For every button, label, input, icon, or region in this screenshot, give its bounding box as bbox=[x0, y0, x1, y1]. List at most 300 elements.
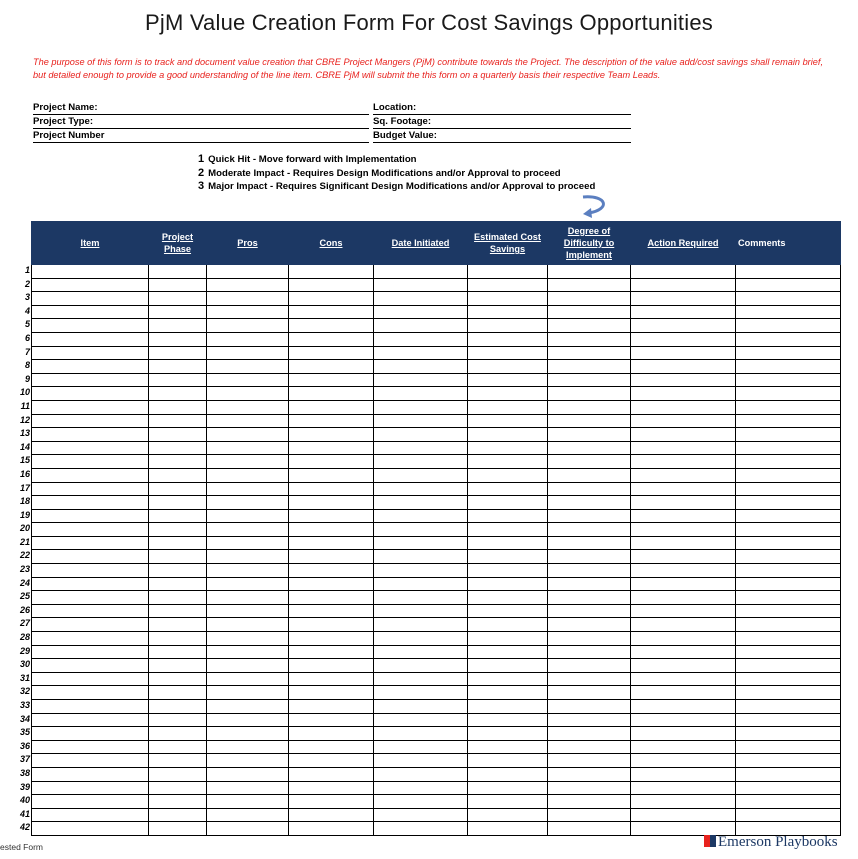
table-cell[interactable] bbox=[548, 468, 631, 482]
table-cell[interactable] bbox=[631, 428, 736, 442]
table-cell[interactable] bbox=[207, 292, 289, 306]
table-cell[interactable] bbox=[149, 604, 207, 618]
table-cell[interactable] bbox=[32, 822, 149, 836]
table-cell[interactable] bbox=[468, 536, 548, 550]
table-cell[interactable] bbox=[32, 645, 149, 659]
table-cell[interactable] bbox=[149, 659, 207, 673]
table-cell[interactable] bbox=[289, 672, 374, 686]
table-cell[interactable] bbox=[207, 346, 289, 360]
table-cell[interactable] bbox=[548, 618, 631, 632]
table-cell[interactable] bbox=[374, 591, 468, 605]
table-cell[interactable] bbox=[149, 672, 207, 686]
table-cell[interactable] bbox=[374, 509, 468, 523]
table-cell[interactable] bbox=[468, 700, 548, 714]
table-cell[interactable] bbox=[149, 523, 207, 537]
table-cell[interactable] bbox=[468, 632, 548, 646]
table-cell[interactable] bbox=[207, 781, 289, 795]
column-action-required[interactable]: Action Required bbox=[631, 222, 736, 265]
table-cell[interactable] bbox=[548, 536, 631, 550]
table-cell[interactable] bbox=[548, 414, 631, 428]
table-cell[interactable] bbox=[32, 604, 149, 618]
table-cell[interactable] bbox=[468, 795, 548, 809]
table-cell[interactable] bbox=[207, 278, 289, 292]
table-cell[interactable] bbox=[468, 713, 548, 727]
table-cell[interactable] bbox=[631, 740, 736, 754]
table-cell[interactable] bbox=[548, 591, 631, 605]
table-cell[interactable] bbox=[32, 509, 149, 523]
table-cell[interactable] bbox=[207, 482, 289, 496]
table-cell[interactable] bbox=[468, 686, 548, 700]
table-cell[interactable] bbox=[289, 808, 374, 822]
table-cell[interactable] bbox=[374, 618, 468, 632]
table-cell[interactable] bbox=[289, 346, 374, 360]
table-cell[interactable] bbox=[548, 577, 631, 591]
table-cell[interactable] bbox=[289, 305, 374, 319]
column-pros[interactable]: Pros bbox=[207, 222, 289, 265]
table-cell[interactable] bbox=[468, 305, 548, 319]
table-cell[interactable] bbox=[374, 713, 468, 727]
column-degree-of-difficulty[interactable]: Degree of Difficulty to Implement bbox=[548, 222, 631, 265]
table-cell[interactable] bbox=[468, 645, 548, 659]
table-cell[interactable] bbox=[631, 604, 736, 618]
table-cell[interactable] bbox=[631, 550, 736, 564]
table-cell[interactable] bbox=[736, 400, 841, 414]
table-cell[interactable] bbox=[468, 659, 548, 673]
table-cell[interactable] bbox=[468, 564, 548, 578]
table-cell[interactable] bbox=[289, 387, 374, 401]
table-cell[interactable] bbox=[149, 455, 207, 469]
table-cell[interactable] bbox=[374, 319, 468, 333]
table-cell[interactable] bbox=[468, 346, 548, 360]
table-cell[interactable] bbox=[149, 319, 207, 333]
table-cell[interactable] bbox=[289, 292, 374, 306]
table-cell[interactable] bbox=[374, 468, 468, 482]
table-cell[interactable] bbox=[32, 265, 149, 279]
table-cell[interactable] bbox=[207, 686, 289, 700]
table-cell[interactable] bbox=[289, 455, 374, 469]
table-cell[interactable] bbox=[736, 672, 841, 686]
table-cell[interactable] bbox=[207, 360, 289, 374]
table-cell[interactable] bbox=[149, 727, 207, 741]
table-cell[interactable] bbox=[149, 373, 207, 387]
column-cons[interactable]: Cons bbox=[289, 222, 374, 265]
table-cell[interactable] bbox=[289, 781, 374, 795]
table-cell[interactable] bbox=[289, 278, 374, 292]
table-cell[interactable] bbox=[631, 781, 736, 795]
table-cell[interactable] bbox=[289, 428, 374, 442]
table-cell[interactable] bbox=[548, 319, 631, 333]
table-cell[interactable] bbox=[548, 754, 631, 768]
table-cell[interactable] bbox=[289, 373, 374, 387]
table-cell[interactable] bbox=[149, 618, 207, 632]
table-cell[interactable] bbox=[468, 278, 548, 292]
table-cell[interactable] bbox=[468, 523, 548, 537]
table-cell[interactable] bbox=[548, 564, 631, 578]
table-cell[interactable] bbox=[149, 795, 207, 809]
table-cell[interactable] bbox=[32, 428, 149, 442]
table-cell[interactable] bbox=[149, 577, 207, 591]
table-cell[interactable] bbox=[289, 591, 374, 605]
table-cell[interactable] bbox=[736, 618, 841, 632]
table-cell[interactable] bbox=[374, 686, 468, 700]
table-cell[interactable] bbox=[149, 564, 207, 578]
table-cell[interactable] bbox=[32, 632, 149, 646]
table-cell[interactable] bbox=[468, 428, 548, 442]
table-cell[interactable] bbox=[289, 645, 374, 659]
table-cell[interactable] bbox=[548, 659, 631, 673]
table-cell[interactable] bbox=[631, 400, 736, 414]
table-cell[interactable] bbox=[207, 822, 289, 836]
table-cell[interactable] bbox=[631, 305, 736, 319]
table-cell[interactable] bbox=[468, 577, 548, 591]
table-cell[interactable] bbox=[468, 767, 548, 781]
table-cell[interactable] bbox=[149, 360, 207, 374]
table-cell[interactable] bbox=[207, 373, 289, 387]
table-cell[interactable] bbox=[631, 278, 736, 292]
table-cell[interactable] bbox=[736, 455, 841, 469]
table-cell[interactable] bbox=[289, 468, 374, 482]
table-cell[interactable] bbox=[149, 713, 207, 727]
table-cell[interactable] bbox=[548, 278, 631, 292]
table-cell[interactable] bbox=[468, 727, 548, 741]
table-cell[interactable] bbox=[631, 346, 736, 360]
table-cell[interactable] bbox=[374, 414, 468, 428]
table-cell[interactable] bbox=[468, 740, 548, 754]
table-cell[interactable] bbox=[374, 265, 468, 279]
table-cell[interactable] bbox=[32, 441, 149, 455]
table-cell[interactable] bbox=[207, 604, 289, 618]
table-cell[interactable] bbox=[736, 754, 841, 768]
table-cell[interactable] bbox=[631, 686, 736, 700]
table-cell[interactable] bbox=[736, 523, 841, 537]
table-cell[interactable] bbox=[374, 577, 468, 591]
table-cell[interactable] bbox=[631, 672, 736, 686]
table-cell[interactable] bbox=[548, 400, 631, 414]
table-cell[interactable] bbox=[32, 468, 149, 482]
table-cell[interactable] bbox=[736, 577, 841, 591]
table-cell[interactable] bbox=[736, 468, 841, 482]
table-cell[interactable] bbox=[468, 591, 548, 605]
table-cell[interactable] bbox=[548, 686, 631, 700]
table-cell[interactable] bbox=[468, 781, 548, 795]
table-cell[interactable] bbox=[149, 822, 207, 836]
table-cell[interactable] bbox=[548, 822, 631, 836]
table-cell[interactable] bbox=[149, 632, 207, 646]
table-cell[interactable] bbox=[32, 305, 149, 319]
table-cell[interactable] bbox=[548, 808, 631, 822]
table-cell[interactable] bbox=[548, 713, 631, 727]
table-cell[interactable] bbox=[289, 564, 374, 578]
table-cell[interactable] bbox=[736, 346, 841, 360]
table-cell[interactable] bbox=[32, 292, 149, 306]
table-cell[interactable] bbox=[736, 428, 841, 442]
table-cell[interactable] bbox=[289, 740, 374, 754]
table-cell[interactable] bbox=[32, 618, 149, 632]
table-cell[interactable] bbox=[149, 265, 207, 279]
column-item[interactable]: Item bbox=[32, 222, 149, 265]
table-cell[interactable] bbox=[149, 740, 207, 754]
table-cell[interactable] bbox=[468, 672, 548, 686]
table-cell[interactable] bbox=[548, 672, 631, 686]
table-cell[interactable] bbox=[736, 686, 841, 700]
table-cell[interactable] bbox=[548, 265, 631, 279]
table-cell[interactable] bbox=[631, 564, 736, 578]
table-cell[interactable] bbox=[149, 346, 207, 360]
table-cell[interactable] bbox=[736, 604, 841, 618]
table-cell[interactable] bbox=[548, 292, 631, 306]
table-cell[interactable] bbox=[207, 727, 289, 741]
table-cell[interactable] bbox=[289, 441, 374, 455]
table-cell[interactable] bbox=[289, 713, 374, 727]
table-cell[interactable] bbox=[736, 550, 841, 564]
table-cell[interactable] bbox=[32, 564, 149, 578]
table-cell[interactable] bbox=[289, 604, 374, 618]
table-cell[interactable] bbox=[468, 319, 548, 333]
table-cell[interactable] bbox=[374, 632, 468, 646]
table-cell[interactable] bbox=[32, 496, 149, 510]
table-cell[interactable] bbox=[289, 700, 374, 714]
table-cell[interactable] bbox=[374, 428, 468, 442]
table-cell[interactable] bbox=[289, 523, 374, 537]
table-cell[interactable] bbox=[736, 373, 841, 387]
column-date-initiated[interactable]: Date Initiated bbox=[374, 222, 468, 265]
table-cell[interactable] bbox=[32, 591, 149, 605]
table-cell[interactable] bbox=[736, 795, 841, 809]
table-cell[interactable] bbox=[374, 482, 468, 496]
table-cell[interactable] bbox=[149, 400, 207, 414]
table-cell[interactable] bbox=[736, 632, 841, 646]
table-cell[interactable] bbox=[468, 482, 548, 496]
table-cell[interactable] bbox=[207, 428, 289, 442]
table-cell[interactable] bbox=[32, 740, 149, 754]
table-cell[interactable] bbox=[207, 509, 289, 523]
table-cell[interactable] bbox=[548, 632, 631, 646]
table-cell[interactable] bbox=[374, 400, 468, 414]
table-cell[interactable] bbox=[207, 414, 289, 428]
table-cell[interactable] bbox=[207, 808, 289, 822]
table-cell[interactable] bbox=[207, 319, 289, 333]
table-cell[interactable] bbox=[468, 332, 548, 346]
table-cell[interactable] bbox=[548, 740, 631, 754]
table-cell[interactable] bbox=[207, 659, 289, 673]
table-cell[interactable] bbox=[631, 632, 736, 646]
table-cell[interactable] bbox=[32, 360, 149, 374]
table-cell[interactable] bbox=[289, 509, 374, 523]
table-cell[interactable] bbox=[32, 577, 149, 591]
table-cell[interactable] bbox=[32, 536, 149, 550]
table-cell[interactable] bbox=[548, 387, 631, 401]
table-cell[interactable] bbox=[374, 795, 468, 809]
table-cell[interactable] bbox=[736, 781, 841, 795]
table-cell[interactable] bbox=[631, 618, 736, 632]
table-cell[interactable] bbox=[631, 482, 736, 496]
table-cell[interactable] bbox=[374, 523, 468, 537]
table-cell[interactable] bbox=[548, 645, 631, 659]
table-cell[interactable] bbox=[468, 468, 548, 482]
table-cell[interactable] bbox=[631, 414, 736, 428]
table-cell[interactable] bbox=[548, 727, 631, 741]
table-cell[interactable] bbox=[149, 482, 207, 496]
table-cell[interactable] bbox=[468, 754, 548, 768]
table-cell[interactable] bbox=[374, 808, 468, 822]
table-cell[interactable] bbox=[207, 550, 289, 564]
table-cell[interactable] bbox=[374, 822, 468, 836]
table-cell[interactable] bbox=[32, 808, 149, 822]
table-cell[interactable] bbox=[207, 564, 289, 578]
table-cell[interactable] bbox=[468, 808, 548, 822]
table-cell[interactable] bbox=[207, 618, 289, 632]
table-cell[interactable] bbox=[631, 509, 736, 523]
table-cell[interactable] bbox=[207, 767, 289, 781]
table-cell[interactable] bbox=[468, 441, 548, 455]
table-cell[interactable] bbox=[374, 278, 468, 292]
table-cell[interactable] bbox=[149, 550, 207, 564]
table-cell[interactable] bbox=[32, 482, 149, 496]
table-cell[interactable] bbox=[468, 360, 548, 374]
table-cell[interactable] bbox=[736, 659, 841, 673]
table-cell[interactable] bbox=[149, 468, 207, 482]
table-cell[interactable] bbox=[468, 265, 548, 279]
table-cell[interactable] bbox=[374, 700, 468, 714]
table-cell[interactable] bbox=[149, 332, 207, 346]
column-comments[interactable]: Comments bbox=[736, 222, 841, 265]
table-cell[interactable] bbox=[149, 278, 207, 292]
table-cell[interactable] bbox=[468, 550, 548, 564]
table-cell[interactable] bbox=[631, 360, 736, 374]
table-cell[interactable] bbox=[548, 428, 631, 442]
table-cell[interactable] bbox=[289, 400, 374, 414]
table-cell[interactable] bbox=[548, 496, 631, 510]
table-cell[interactable] bbox=[374, 645, 468, 659]
table-cell[interactable] bbox=[736, 808, 841, 822]
table-cell[interactable] bbox=[631, 496, 736, 510]
table-cell[interactable] bbox=[468, 496, 548, 510]
column-estimated-cost-savings[interactable]: Estimated Cost Savings bbox=[468, 222, 548, 265]
table-cell[interactable] bbox=[374, 740, 468, 754]
table-cell[interactable] bbox=[374, 346, 468, 360]
table-cell[interactable] bbox=[736, 509, 841, 523]
table-cell[interactable] bbox=[736, 414, 841, 428]
table-cell[interactable] bbox=[289, 319, 374, 333]
table-cell[interactable] bbox=[32, 319, 149, 333]
table-cell[interactable] bbox=[631, 577, 736, 591]
table-cell[interactable] bbox=[631, 591, 736, 605]
table-cell[interactable] bbox=[289, 536, 374, 550]
table-cell[interactable] bbox=[736, 265, 841, 279]
table-cell[interactable] bbox=[374, 441, 468, 455]
table-cell[interactable] bbox=[207, 740, 289, 754]
table-cell[interactable] bbox=[548, 441, 631, 455]
table-cell[interactable] bbox=[207, 645, 289, 659]
table-cell[interactable] bbox=[32, 659, 149, 673]
table-cell[interactable] bbox=[32, 754, 149, 768]
table-cell[interactable] bbox=[548, 550, 631, 564]
table-cell[interactable] bbox=[289, 727, 374, 741]
table-cell[interactable] bbox=[736, 564, 841, 578]
table-cell[interactable] bbox=[548, 482, 631, 496]
table-cell[interactable] bbox=[468, 509, 548, 523]
table-cell[interactable] bbox=[631, 645, 736, 659]
table-cell[interactable] bbox=[207, 468, 289, 482]
table-cell[interactable] bbox=[32, 713, 149, 727]
table-cell[interactable] bbox=[631, 468, 736, 482]
table-cell[interactable] bbox=[32, 767, 149, 781]
table-cell[interactable] bbox=[736, 767, 841, 781]
table-cell[interactable] bbox=[289, 550, 374, 564]
table-cell[interactable] bbox=[149, 754, 207, 768]
table-cell[interactable] bbox=[289, 482, 374, 496]
table-cell[interactable] bbox=[374, 672, 468, 686]
table-cell[interactable] bbox=[548, 795, 631, 809]
table-cell[interactable] bbox=[374, 767, 468, 781]
table-cell[interactable] bbox=[149, 414, 207, 428]
table-cell[interactable] bbox=[149, 536, 207, 550]
table-cell[interactable] bbox=[468, 400, 548, 414]
table-cell[interactable] bbox=[736, 292, 841, 306]
table-cell[interactable] bbox=[149, 496, 207, 510]
column-project-phase[interactable]: Project Phase bbox=[149, 222, 207, 265]
table-cell[interactable] bbox=[548, 523, 631, 537]
table-cell[interactable] bbox=[289, 577, 374, 591]
table-cell[interactable] bbox=[32, 387, 149, 401]
table-cell[interactable] bbox=[548, 700, 631, 714]
table-cell[interactable] bbox=[149, 428, 207, 442]
table-cell[interactable] bbox=[289, 822, 374, 836]
table-cell[interactable] bbox=[548, 373, 631, 387]
table-cell[interactable] bbox=[374, 332, 468, 346]
table-cell[interactable] bbox=[374, 659, 468, 673]
table-cell[interactable] bbox=[289, 632, 374, 646]
table-cell[interactable] bbox=[548, 781, 631, 795]
table-cell[interactable] bbox=[149, 686, 207, 700]
table-cell[interactable] bbox=[32, 278, 149, 292]
table-cell[interactable] bbox=[32, 686, 149, 700]
table-cell[interactable] bbox=[736, 536, 841, 550]
table-cell[interactable] bbox=[468, 604, 548, 618]
table-cell[interactable] bbox=[207, 332, 289, 346]
table-cell[interactable] bbox=[468, 618, 548, 632]
table-cell[interactable] bbox=[207, 577, 289, 591]
table-cell[interactable] bbox=[548, 360, 631, 374]
table-cell[interactable] bbox=[548, 455, 631, 469]
table-cell[interactable] bbox=[207, 713, 289, 727]
table-cell[interactable] bbox=[32, 346, 149, 360]
table-cell[interactable] bbox=[32, 672, 149, 686]
table-cell[interactable] bbox=[207, 672, 289, 686]
table-cell[interactable] bbox=[289, 686, 374, 700]
table-cell[interactable] bbox=[207, 496, 289, 510]
table-cell[interactable] bbox=[289, 618, 374, 632]
table-cell[interactable] bbox=[32, 400, 149, 414]
table-cell[interactable] bbox=[631, 319, 736, 333]
table-cell[interactable] bbox=[631, 265, 736, 279]
table-cell[interactable] bbox=[149, 645, 207, 659]
table-cell[interactable] bbox=[207, 536, 289, 550]
table-cell[interactable] bbox=[32, 727, 149, 741]
table-cell[interactable] bbox=[207, 591, 289, 605]
table-cell[interactable] bbox=[32, 455, 149, 469]
table-cell[interactable] bbox=[736, 496, 841, 510]
table-cell[interactable] bbox=[289, 659, 374, 673]
table-cell[interactable] bbox=[289, 414, 374, 428]
table-cell[interactable] bbox=[468, 822, 548, 836]
table-cell[interactable] bbox=[289, 332, 374, 346]
table-cell[interactable] bbox=[207, 400, 289, 414]
table-cell[interactable] bbox=[32, 781, 149, 795]
table-cell[interactable] bbox=[149, 387, 207, 401]
table-cell[interactable] bbox=[374, 564, 468, 578]
table-cell[interactable] bbox=[736, 700, 841, 714]
